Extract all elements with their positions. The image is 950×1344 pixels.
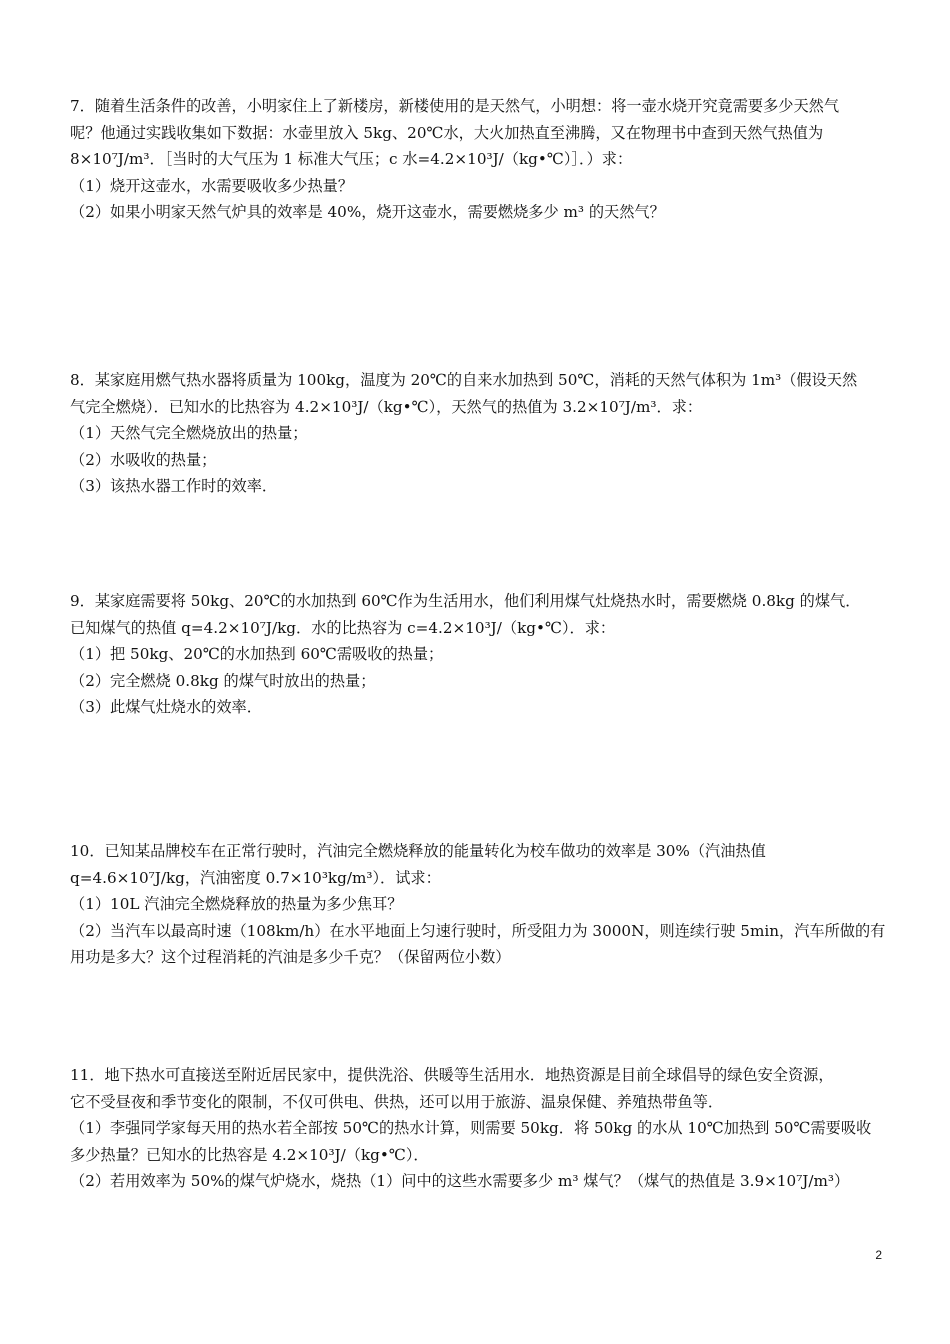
problem-9-line: 已知煤气的热值 q=4.2×10⁷J/kg．水的比热容为 c=4.2×10³J/（kg•℃）．求： <box>70 618 616 637</box>
problem-9-line: （2）完全燃烧 0.8kg 的煤气时放出的热量； <box>70 671 376 690</box>
problem-10-line: （1）10L 汽油完全燃烧释放的热量为多少焦耳？ <box>70 895 403 913</box>
problem-9 <box>70 588 890 721</box>
problem-10 <box>70 838 890 971</box>
problem-7 <box>70 93 890 226</box>
problem-10-line: （2）当汽车以最高时速（108km/h）在水平地面上匀速行驶时，所受阻力为 3000N，则连续行驶 5min，汽车所做的有 <box>70 921 886 940</box>
problem-10-line: q=4.6×10⁷J/kg，汽油密度 0.7×10³kg/m³）．试求： <box>70 868 441 887</box>
page-number: 2 <box>875 1248 882 1262</box>
problem-10-line: 10．已知某品牌校车在正常行驶时，汽油完全燃烧释放的能量转化为校车做功的效率是 30%（汽油热值 <box>70 842 766 860</box>
problem-7-line: （1）烧开这壶水，水需要吸收多少热量？ <box>70 176 354 195</box>
problem-8-line: （1）天然气完全燃烧放出的热量； <box>70 424 308 442</box>
problem-9-line: （3）此煤气灶烧水的效率． <box>70 698 262 716</box>
problem-8-line: 8．某家庭用燃气热水器将质量为 100kg，温度为 20℃的自来水加热到 50℃，消耗的天然气体积为 1m³（假设天然 <box>70 371 858 389</box>
problem-7-line: 呢？他通过实践收集如下数据：水壶里放入 5kg、20℃水，大火加热直至沸腾，又在物理书中查到天然气热值为 <box>70 123 824 142</box>
problem-7-line: 8×10⁷J/m³．［当时的大气压为 1 标准大气压；c 水=4.2×10³J/（kg•℃）］．）求： <box>70 150 633 168</box>
problem-8-line: （3）该热水器工作时的效率． <box>70 477 278 495</box>
problem-9-line: （1）把 50kg、20℃的水加热到 60℃需吸收的热量； <box>70 645 444 663</box>
problem-7-line: （2）如果小明家天然气炉具的效率是 40%，烧开这壶水，需要燃烧多少 m³ 的天然气？ <box>70 203 665 221</box>
problem-11-line: （1）李强同学家每天用的热水若全部按 50℃的热水计算，则需要 50kg．将 50kg 的水从 10℃加热到 50℃需要吸收 <box>70 1119 872 1137</box>
problem-9-line: 9．某家庭需要将 50kg、20℃的水加热到 60℃作为生活用水，他们利用煤气灶烧热水时，需要燃烧 0.8kg 的煤气． <box>70 592 861 610</box>
problem-11 <box>70 1062 890 1195</box>
problem-11-line: 多少热量？已知水的比热容是 4.2×10³J/（kg•℃）． <box>70 1145 429 1164</box>
problem-11-line: 它不受昼夜和季节变化的限制，不仅可供电、供热，还可以用于旅游、温泉保健、养殖热带鱼等． <box>70 1092 724 1111</box>
problem-7-line: 7．随着生活条件的改善，小明家住上了新楼房，新楼使用的是天然气，小明想：将一壶水烧开究竟需要多少天然气 <box>70 97 840 115</box>
problem-8 <box>70 367 890 500</box>
problem-8-line: 气完全燃烧）．已知水的比热容为 4.2×10³J/（kg•℃），天然气的热值为 3.2×10⁷J/m³．求： <box>70 397 703 416</box>
problem-11-line: 11．地下热水可直接送至附近居民家中，提供洗浴、供暖等生活用水．地热资源是目前全球倡导的绿色安全资源， <box>70 1066 834 1084</box>
problem-11-line: （2）若用效率为 50%的煤气炉烧水，烧热（1）问中的这些水需要多少 m³ 煤气？（煤气的热值是 3.9×10⁷J/m³） <box>70 1172 850 1190</box>
problem-10-line: 用功是多大？这个过程消耗的汽油是多少千克？（保留两位小数） <box>70 948 511 966</box>
problem-8-line: （2）水吸收的热量； <box>70 450 217 469</box>
